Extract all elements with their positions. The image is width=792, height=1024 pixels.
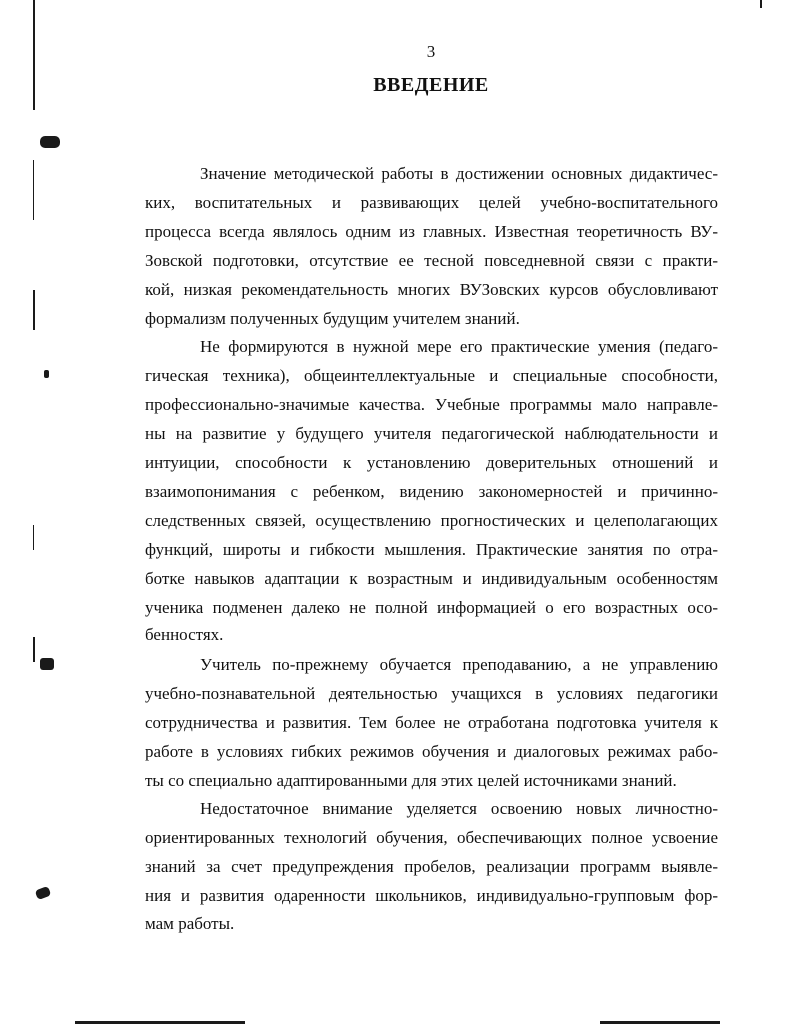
text-line: следственных связей, осуществлению прогностических и целеполагающих <box>145 511 718 530</box>
text-line: профессионально-значимые качества. Учебные программы мало направле- <box>145 395 718 414</box>
text-line: ты со специально адаптированными для этих целей источниками знаний. <box>145 771 677 790</box>
scan-margin-line <box>760 0 762 8</box>
text-line: бенностях. <box>145 625 224 644</box>
scan-margin-line <box>33 160 34 220</box>
text-line: ния и развития одаренности школьников, индивидуально-групповым фор- <box>145 886 718 905</box>
scan-blot <box>35 886 52 900</box>
text-line: знаний за счет предупреждения пробелов, реализации программ выявле- <box>145 857 718 876</box>
text-line: взаимопонимания с ребенком, видению закономерностей и причинно- <box>145 482 718 501</box>
text-line: ны на развитие у будущего учителя педагогической наблюдательности и <box>145 424 718 443</box>
text-line: Зовской подготовки, отсутствие ее тесной повседневной связи с практи- <box>145 251 718 270</box>
scan-blot <box>40 136 60 148</box>
text-line: гическая техника), общеинтеллектуальные и специальные способности, <box>145 366 718 385</box>
text-line: работе в условиях гибких режимов обучения и диалоговых режимах рабо- <box>145 742 718 761</box>
text-line: учебно-познавательной деятельностью учащихся в условиях педагогики <box>145 684 718 703</box>
text-line: Недостаточное внимание уделяется освоению новых личностно- <box>200 799 718 818</box>
scan-margin-line <box>33 290 35 330</box>
scan-blot <box>44 370 49 378</box>
text-line: кой, низкая рекомендательность многих ВУЗовских курсов обусловливают <box>145 280 718 299</box>
page-title: ВВЕДЕНИЕ <box>373 74 489 96</box>
text-line: ботке навыков адаптации к возрастным и индивидуальным особенностям <box>145 569 718 588</box>
text-line: Не формируются в нужной мере его практические умения (педаго- <box>200 337 718 356</box>
page-number: 3 <box>426 42 436 61</box>
scan-blot <box>40 658 54 670</box>
text-line: Учитель по-прежнему обучается преподаванию, а не управлению <box>200 655 718 674</box>
text-line: Значение методической работы в достижении основных дидактичес- <box>200 164 718 183</box>
text-line: мам работы. <box>145 914 235 933</box>
scan-margin-line <box>33 525 34 550</box>
text-line: интуиции, способности к установлению доверительных отношений и <box>145 453 718 472</box>
text-line: сотрудничества и развития. Тем более не отработана подготовка учителя к <box>145 713 718 732</box>
text-line: функций, широты и гибкости мышления. Практические занятия по отра- <box>145 540 718 559</box>
text-line: ученика подменен далеко не полной информацией о его возрастных осо- <box>145 598 718 617</box>
text-line: процесса всегда являлось одним из главных. Известная теоретичность ВУ- <box>145 222 718 241</box>
text-line: формализм полученных будущим учителем знаний. <box>145 309 520 328</box>
scan-margin-line <box>33 637 35 662</box>
text-line: ких, воспитательных и развивающих целей учебно-воспитательного <box>145 193 718 212</box>
text-line: ориентированных технологий обучения, обеспечивающих полное усвоение <box>145 828 718 847</box>
